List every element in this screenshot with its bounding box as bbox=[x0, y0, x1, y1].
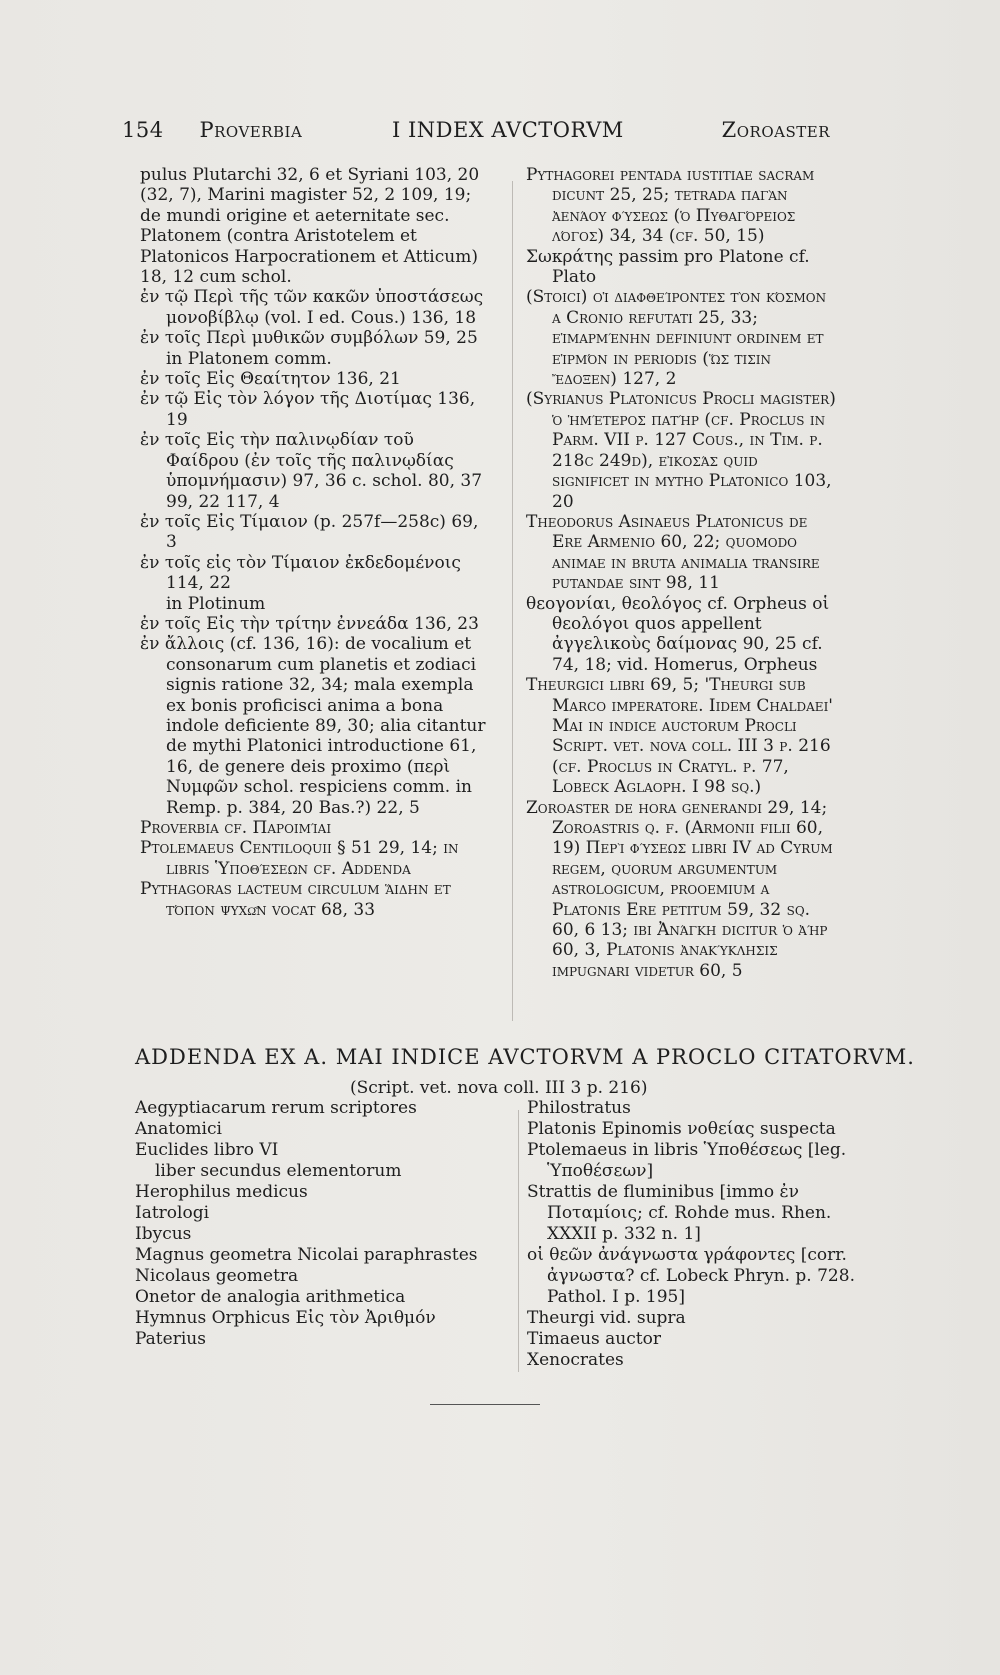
index-entry: ἐν τοῖς Εἰς Θεαίτητον 136, 21 bbox=[140, 369, 401, 390]
index-entry: ἐν ἄλλοις (cf. 136, 16): de vocalium et consonarum cum planetis et zodiaci signis ratione 32, 34; mala exempla ex bonis proficisci anima a bona indole deficiente 89, 30; alia citantur de mythi Platonici introductione 61, 16, de genere deis proximo (περὶ Νυμφῶν schol. respiciens comm. in Remp. p. 384, 20 Bas.?) 22, 5 bbox=[140, 634, 486, 818]
index-entry: in Plotinum bbox=[166, 593, 266, 614]
column-divider bbox=[512, 181, 513, 1021]
index-entry-pythagoras: Pythagoras lacteum circulum ᾍδην et τόπον ψυχῶν vocat 68, 33 bbox=[140, 879, 451, 920]
header-left-title: Proverbia bbox=[199, 118, 303, 142]
page-number: 154 bbox=[122, 118, 164, 142]
index-entry: ἐν τῷ Εἰς τὸν λόγον τῆς Διοτίμας 136, 19 bbox=[140, 389, 476, 430]
header-right-title: Zoroaster bbox=[721, 118, 830, 142]
addenda-entry: Iatrologi bbox=[135, 1203, 210, 1223]
index-entry-stoici: (Stoici) οἱ διαφθείροντες τὸν κόσμον a Cronio refutati 25, 33; εἱμαρμένην definiunt ordinem et εἱρμόν in periodis (ὥς τισιν ἔδοξεν) 127, 2 bbox=[526, 287, 827, 390]
addenda-columns bbox=[135, 1098, 855, 1398]
header-center-title: I INDEX AVCTORVM bbox=[392, 118, 624, 142]
page-number-and-title bbox=[122, 118, 302, 142]
index-entry-pythagorei: Pythagorei pentada iustitiae sacram dicunt 25, 25; tetrada παγὰν ἀενάου φύσεως (ὁ Πυθαγόρειος λόγος) 34, 34 (cf. 50, 15) bbox=[526, 165, 815, 247]
addenda-entry: Timaeus auctor bbox=[527, 1329, 661, 1349]
addenda-entry: Aegyptiacarum rerum scriptores bbox=[135, 1098, 417, 1118]
addenda-left-column bbox=[135, 1098, 515, 1350]
running-header bbox=[122, 118, 830, 148]
addenda-entry: Ptolemaeus in libris Ὑποθέσεως [leg. Ὑποθέσεων] bbox=[527, 1140, 847, 1181]
addenda-entry: Anatomici bbox=[135, 1119, 222, 1139]
index-entry-socrates: Σωκράτης passim pro Platone cf. Plato bbox=[526, 246, 810, 288]
index-entry-theogoniai: θεογονίαι, θεολόγος cf. Orpheus οἱ θεολόγοι quos appellent ἀγγελικοὺς δαίμονας 90, 25 cf. 74, 18; vid. Homerus, Orpheus bbox=[526, 593, 830, 675]
addenda-title: ADDENDA EX A. MAI INDICE AVCTORVM A PROCLO CITATORVM. bbox=[135, 1045, 915, 1069]
left-column bbox=[140, 165, 492, 920]
addenda-right-column bbox=[527, 1098, 857, 1371]
index-entry: ἐν τοῖς Εἰς τὴν τρίτην ἐννεάδα 136, 23 bbox=[140, 613, 479, 634]
index-entry: pulus Plutarchi 32, 6 et Syriani 103, 20 (32, 7), Marini magister 52, 2 109, 19; de mundi origine et aeternitate sec. Platonem (contra Aristotelem et Platonicos Harpocrationem et Atticum) 18, 12 cum schol. bbox=[140, 165, 480, 288]
addenda-entry: Theurgi vid. supra bbox=[527, 1308, 686, 1328]
addenda-entry: Xenocrates bbox=[527, 1350, 624, 1370]
addenda-entry: Herophilus medicus bbox=[135, 1182, 308, 1202]
index-entry-theodorus: Theodorus Asinaeus Platonicus de Ere Armenio 60, 22; quomodo animae in bruta animalia transire putandae sint 98, 11 bbox=[526, 511, 820, 594]
addenda-entry: Euclides libro VI bbox=[135, 1140, 279, 1160]
addenda-entry: οἱ θεῶν ἀνάγνωστα γράφοντες [corr. ἀγνωστα? cf. Lobeck Phryn. p. 728. Pathol. I p. 195] bbox=[527, 1245, 855, 1307]
addenda-entry: Strattis de fluminibus [immo ἐν Ποταμίοις; cf. Rohde mus. Rhen. XXXII p. 332 n. 1] bbox=[527, 1182, 832, 1244]
addenda-entry: Hymnus Orphicus Εἰς τὸν Ἀριθμόν bbox=[135, 1308, 436, 1328]
index-entry-syrianus: (Syrianus Platonicus Procli magister) ὁ ἡμέτερος πατήρ (cf. Proclus in Parm. VII p. 127 Cous., in Tim. p. 218c 249d), εἰκοσάς quid significet in mytho Platonico 103, 20 bbox=[526, 389, 836, 512]
addenda-entry: Magnus geometra Nicolai paraphrastes bbox=[135, 1245, 478, 1265]
addenda-subtitle: (Script. vet. nova coll. III 3 p. 216) bbox=[350, 1078, 648, 1098]
index-entry: ἐν τῷ Περὶ τῆς τῶν κακῶν ὑποστάσεως μονοβίβλῳ (vol. I ed. Cous.) 136, 18 bbox=[140, 287, 484, 328]
addenda-entry: Paterius bbox=[135, 1329, 206, 1349]
footer-rule bbox=[430, 1404, 540, 1405]
index-columns bbox=[140, 165, 835, 1025]
addenda-entry: Ibycus bbox=[135, 1224, 192, 1244]
index-entry: ἐν τοῖς Περὶ μυθικῶν συμβόλων 59, 25 in Platonem comm. bbox=[140, 328, 478, 369]
index-entry-zoroaster: Zoroaster de hora generandi 29, 14; Zoroastris q. f. (Armonii filii 60, 19) Περὶ φύσεως libri IV ad Cyrum regem, quorum argumentum astrologicum, prooemium a Platonis Ere petitum 59, 32 sq. 60, 6 13; ibi Ἀνάγκη dicitur ὁ ἀήρ 60, 3, Platonis ἀνακύκλησις impugnari videtur 60, 5 bbox=[526, 797, 833, 981]
addenda-entry: Platonis Epinomis νοθείας suspecta bbox=[527, 1119, 836, 1139]
right-column bbox=[526, 165, 838, 981]
index-entry-ptolemaeus: Ptolemaeus Centiloquii § 51 29, 14; in libris Ὑποθέσεων cf. Addenda bbox=[140, 838, 459, 879]
index-entry: ἐν τοῖς Εἰς τὴν παλινῳδίαν τοῦ Φαίδρου (ἐν τοῖς τῆς παλινῳδίας ὑπομνήμασιν) 97, 36 c. schol. 80, 37 99, 22 117, 4 bbox=[140, 430, 483, 512]
addenda-entry: Onetor de analogia arithmetica bbox=[135, 1287, 406, 1307]
addenda-entry: Philostratus bbox=[527, 1098, 631, 1118]
addenda-column-divider bbox=[518, 1110, 519, 1372]
index-entry-theurgici: Theurgici libri 69, 5; 'Theurgi sub Marco imperatore. Iidem Chaldaei' Mai in indice auctorum Procli Script. vet. nova coll. III 3 p. 216 (cf. Proclus in Cratyl. p. 77, Lobeck Aglaoph. I 98 sq.) bbox=[526, 675, 833, 798]
index-entry: ἐν τοῖς Εἰς Τίμαιον (p. 257f—258c) 69, 3 bbox=[140, 511, 479, 553]
addenda-entry: liber secundus elementorum bbox=[155, 1161, 402, 1181]
addenda-entry: Nicolaus geometra bbox=[135, 1266, 299, 1286]
index-entry: ἐν τοῖς εἰς τὸν Τίμαιον ἐκδεδομένοις 114, 22 bbox=[140, 552, 461, 594]
index-entry-proverbia: Proverbia cf. Παροιμίαι bbox=[140, 818, 332, 838]
